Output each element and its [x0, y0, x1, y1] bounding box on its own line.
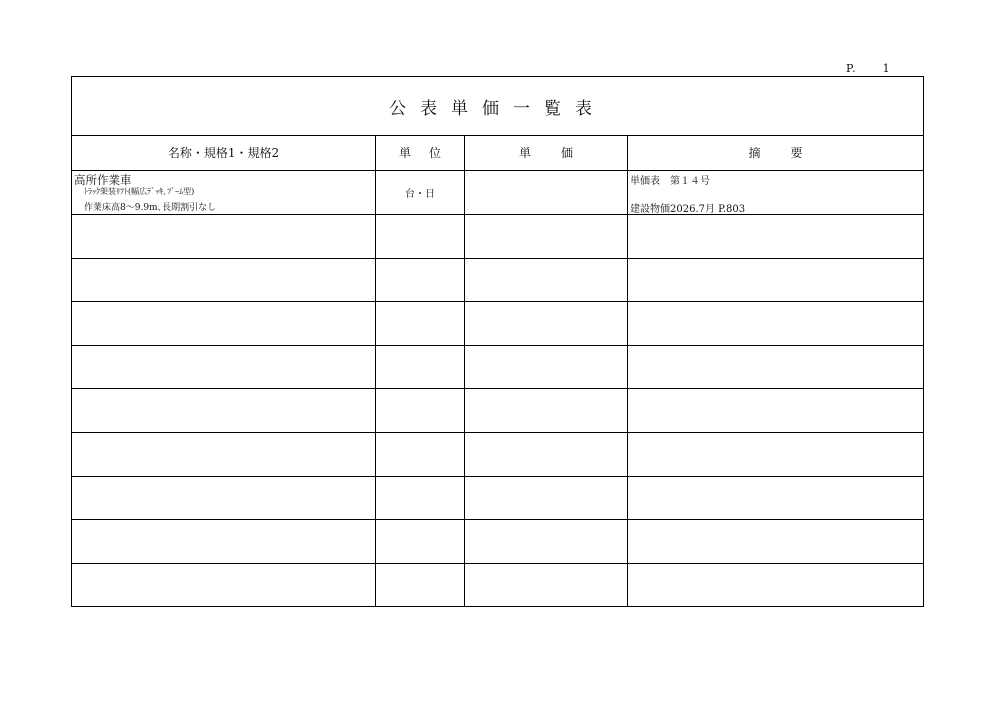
- table-row: [72, 171, 923, 215]
- table-row: [72, 433, 923, 477]
- item-name: 高所作業車: [74, 173, 132, 187]
- page-label: P.: [846, 62, 857, 75]
- header-unit: [376, 135, 465, 170]
- empty-cell: [72, 215, 376, 258]
- header-price: [465, 135, 628, 170]
- empty-cell: [376, 564, 465, 608]
- header-remarks-label: 摘要: [748, 146, 833, 160]
- empty-cell: [465, 564, 628, 608]
- page-value: 1: [882, 62, 891, 75]
- empty-cell: [628, 346, 923, 389]
- item-spec1: ﾄﾗｯｸ架装ﾘﾌﾄ(幅広ﾃﾞｯｷ､ﾌﾞｰﾑ型): [84, 187, 195, 196]
- empty-cell: [376, 433, 465, 476]
- empty-cell: [465, 215, 628, 258]
- empty-cell: [628, 389, 923, 432]
- empty-cell: [628, 215, 923, 258]
- item-unit: 台・日: [405, 189, 435, 200]
- table-row: [72, 215, 923, 259]
- empty-cell: [628, 477, 923, 520]
- empty-cell: [376, 520, 465, 563]
- table-row: [72, 346, 923, 390]
- empty-cell: [72, 259, 376, 302]
- empty-cell: [376, 477, 465, 520]
- empty-cell: [628, 564, 923, 608]
- empty-cell: [465, 259, 628, 302]
- empty-cell: [376, 215, 465, 258]
- empty-cell: [72, 477, 376, 520]
- empty-cell: [628, 302, 923, 345]
- header-unit-label: 単位: [398, 146, 459, 160]
- header-name: [72, 135, 376, 170]
- empty-cell: [72, 346, 376, 389]
- empty-cell: [465, 302, 628, 345]
- empty-cell: [376, 302, 465, 345]
- item-remarks-cell: [628, 171, 923, 214]
- item-price-cell: [465, 171, 628, 214]
- header-name-label: 名称・規格1・規格2: [167, 146, 280, 160]
- item-name-cell: [72, 171, 376, 214]
- empty-cell: [72, 564, 376, 608]
- table-row: [72, 564, 923, 608]
- empty-cell: [72, 520, 376, 563]
- price-list-sheet: [71, 76, 924, 607]
- empty-cell: [628, 259, 923, 302]
- empty-cell: [465, 433, 628, 476]
- item-spec2: 作業床高8～9.9m､長期割引なし: [84, 203, 217, 213]
- item-remarks-table: 単価表 第１４号: [630, 176, 710, 187]
- table-row: [72, 259, 923, 303]
- item-unit-cell: [376, 171, 465, 214]
- header-price-label: 単価: [518, 146, 603, 160]
- page-title: 公表単価一覧表: [72, 77, 923, 136]
- empty-cell: [465, 389, 628, 432]
- empty-cell: [465, 346, 628, 389]
- empty-cell: [465, 520, 628, 563]
- table-header-row: [72, 135, 923, 171]
- item-remarks-source: 建設物価2026.7月 P.803: [630, 204, 746, 215]
- table-row: [72, 389, 923, 433]
- empty-cell: [376, 346, 465, 389]
- empty-cell: [465, 477, 628, 520]
- table-row: [72, 302, 923, 346]
- empty-cell: [376, 259, 465, 302]
- empty-cell: [376, 389, 465, 432]
- empty-cell: [72, 433, 376, 476]
- empty-cell: [72, 389, 376, 432]
- empty-cell: [628, 520, 923, 563]
- price-table: [72, 135, 923, 607]
- table-row: [72, 520, 923, 564]
- header-remarks: [628, 135, 923, 170]
- page-number: [846, 62, 891, 75]
- empty-cell: [628, 433, 923, 476]
- table-row: [72, 477, 923, 521]
- empty-cell: [72, 302, 376, 345]
